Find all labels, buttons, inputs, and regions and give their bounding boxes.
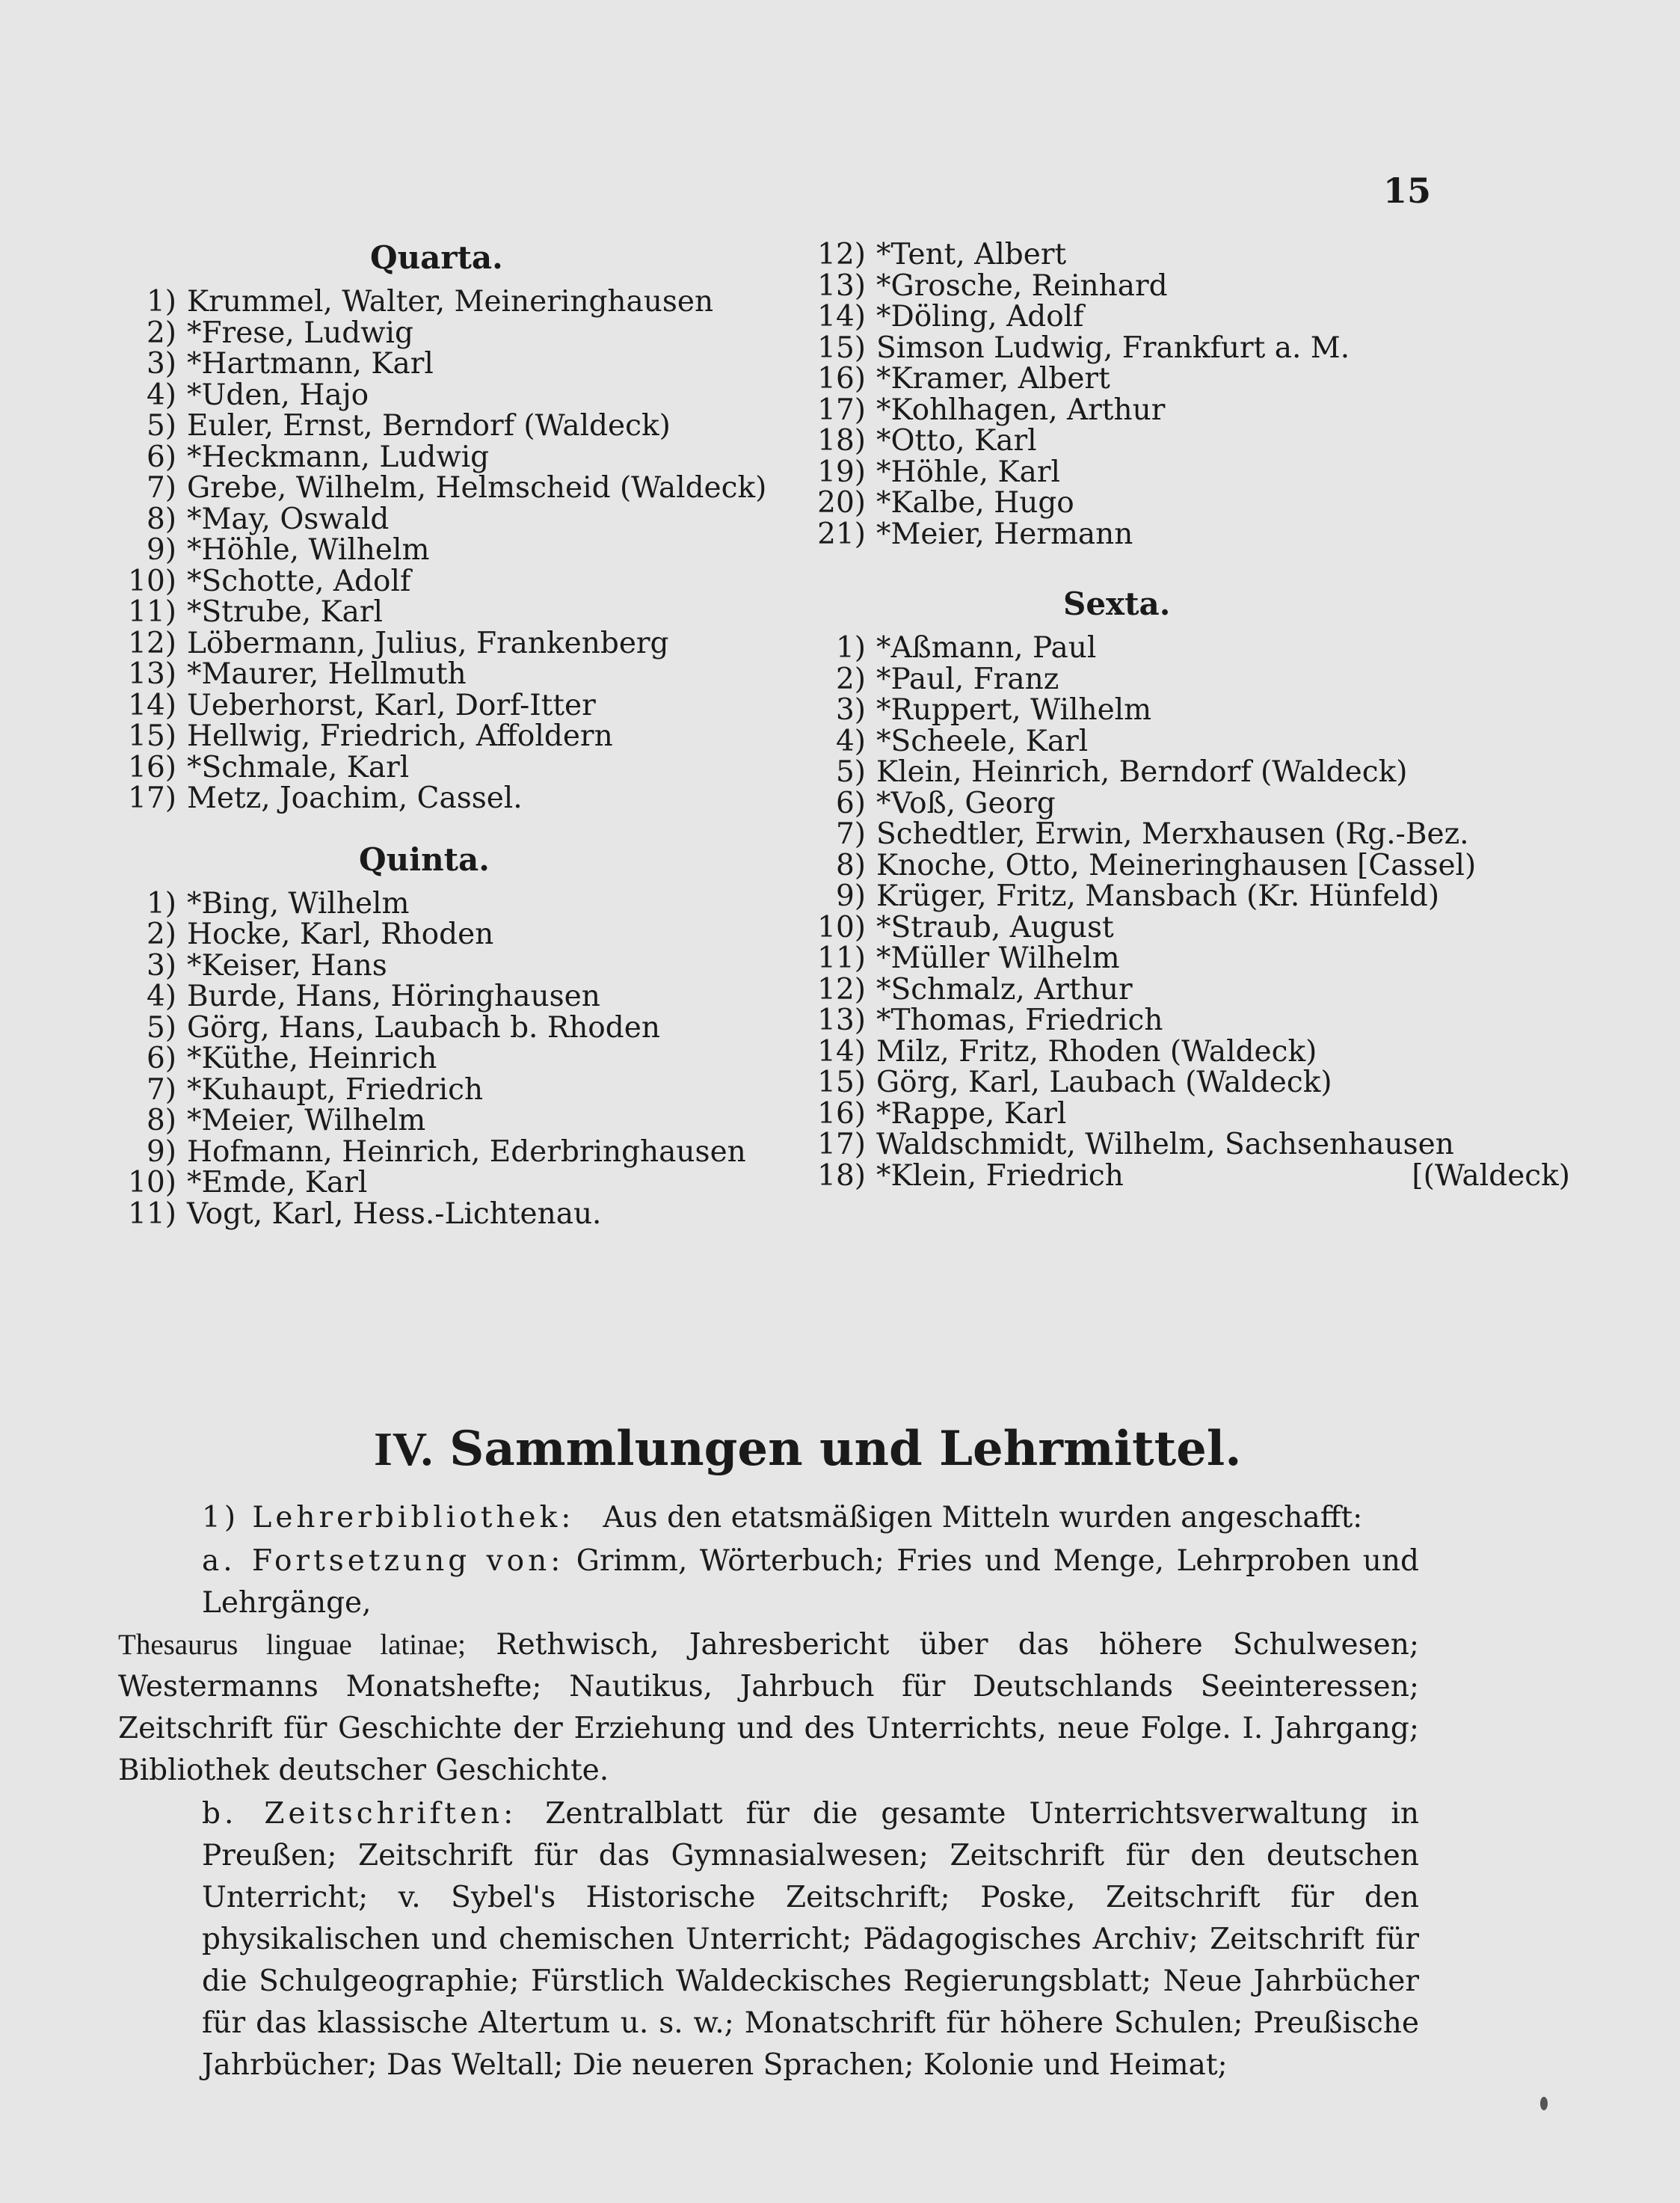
list-item-name: *Rappe, Karl xyxy=(876,1096,1067,1131)
list-item-name: *Meier, Wilhelm xyxy=(187,1104,426,1137)
list-item-number: 8) xyxy=(146,1104,176,1137)
list-item-number: 1) xyxy=(146,285,176,319)
list-item-name: *May, Oswald xyxy=(187,502,390,536)
list-item xyxy=(816,457,1572,488)
list-item-number: 4) xyxy=(146,980,176,1013)
list-item-name: Simson Ludwig, Frankfurt a. M. xyxy=(876,331,1350,365)
list-item xyxy=(127,1196,800,1231)
section-title xyxy=(374,1421,1271,1477)
list-item-name: Waldschmidt, Wilhelm, Sachsenhausen xyxy=(876,1128,1454,1161)
list-item-number: 11) xyxy=(817,941,866,975)
list-item-number: 8) xyxy=(835,848,866,882)
list-item xyxy=(127,888,800,920)
body-text xyxy=(118,1497,1419,2088)
paragraph-zeitschriften xyxy=(118,1793,1419,2086)
list-item-number: 19) xyxy=(817,455,866,489)
list-item xyxy=(127,286,800,318)
list-item-name: Euler, Ernst, Berndorf (Waldeck) xyxy=(187,409,671,443)
list-item-number: 2) xyxy=(146,316,176,350)
list-item-name: *Müller Wilhelm xyxy=(876,941,1120,975)
list-item-name: *Paul, Franz xyxy=(876,662,1059,696)
right-column xyxy=(816,239,1572,1191)
list-item-name: *Bing, Wilhelm xyxy=(187,886,410,921)
list-item-name: *Otto, Karl xyxy=(876,424,1037,458)
list-item xyxy=(127,473,800,504)
list-item-name: Metz, Joachim, Cassel. xyxy=(187,781,523,815)
list-item-name: Grebe, Wilhelm, Helmscheid (Waldeck) xyxy=(187,471,767,505)
list-item-number: 2) xyxy=(835,662,866,696)
list-item xyxy=(127,442,800,473)
list-item-number: 17) xyxy=(817,393,866,427)
list-item-number: 5) xyxy=(835,755,866,789)
section-roman-numeral: IV. xyxy=(374,1422,433,1475)
quinta-heading: Quinta. xyxy=(359,841,490,878)
list-item-name: Görg, Hans, Laubach b. Rhoden xyxy=(187,1010,660,1045)
list-item-name: *Döling, Adolf xyxy=(876,300,1084,334)
list-item-name: Löbermann, Julius, Frankenberg xyxy=(187,626,669,660)
list-item xyxy=(816,633,1572,664)
list-item-number: 12) xyxy=(817,238,866,271)
list-item xyxy=(816,333,1572,364)
list-item-number: 18) xyxy=(817,1158,866,1193)
list-item-number: 9) xyxy=(146,533,176,567)
list-item-name: *Kalbe, Hugo xyxy=(876,486,1074,520)
list-item-number: 13) xyxy=(817,268,866,303)
list-item xyxy=(816,757,1572,788)
list-item xyxy=(816,1158,1572,1193)
list-item-number: 17) xyxy=(128,781,176,815)
paragraph-lehrerbibliothek xyxy=(118,1497,1419,1539)
lehrerbibliothek-label: 1) Lehrerbibliothek: xyxy=(202,1501,575,1534)
list-item xyxy=(127,628,800,660)
list-item xyxy=(127,1167,800,1199)
list-item-name: *Strube, Karl xyxy=(187,595,383,629)
list-item-name: *Grosche, Reinhard xyxy=(876,268,1168,303)
list-item-name: Krüger, Fritz, Mansbach (Kr. Hünfeld) xyxy=(876,879,1440,913)
list-item xyxy=(816,1005,1572,1036)
paragraph-fortsetzung xyxy=(118,1540,1419,1624)
list-item xyxy=(816,1129,1572,1161)
list-item-number: 13) xyxy=(128,657,176,691)
list-item-name: Knoche, Otto, Meineringhausen [Cassel) xyxy=(876,848,1477,882)
list-item xyxy=(127,535,800,566)
list-item-name: *Heckmann, Ludwig xyxy=(187,440,490,474)
list-item-name: Milz, Fritz, Rhoden (Waldeck) xyxy=(876,1034,1317,1069)
list-item-number: 17) xyxy=(817,1128,866,1161)
list-item xyxy=(816,726,1572,758)
list-item xyxy=(816,519,1572,550)
list-item xyxy=(816,1096,1572,1131)
list-item-number: 20) xyxy=(817,486,866,520)
list-item-number: 5) xyxy=(146,1010,176,1045)
list-item-number: 7) xyxy=(146,471,176,505)
list-item-number: 2) xyxy=(146,918,176,951)
list-item-tail: [(Waldeck) xyxy=(1412,1158,1570,1193)
fortsetzung-text: Grimm, Wörterbuch; Fries und Menge, Lehrproben und Lehrgänge, xyxy=(202,1544,1420,1620)
list-item-name: Hofmann, Heinrich, Ederbringhausen xyxy=(187,1134,746,1169)
list-item-number: 9) xyxy=(835,879,866,913)
list-item xyxy=(816,1036,1572,1068)
list-item-number: 16) xyxy=(817,362,866,396)
list-item-number: 21) xyxy=(817,517,866,551)
list-item-name: *Klein, Friedrich xyxy=(876,1158,1124,1193)
list-item-number: 1) xyxy=(146,886,176,921)
list-item-number: 11) xyxy=(128,595,176,629)
list-item-name: *Frese, Ludwig xyxy=(187,316,413,350)
zeitschriften-label: b. Zeitschriften: xyxy=(202,1797,517,1831)
page-number: 15 xyxy=(1383,170,1432,211)
quinta-list xyxy=(127,888,800,1230)
list-item xyxy=(127,981,800,1013)
list-item-name: *Uden, Hajo xyxy=(187,378,369,412)
list-item-name: *Kramer, Albert xyxy=(876,362,1110,396)
list-item-number: 13) xyxy=(817,1004,866,1037)
list-item-name: *Küthe, Heinrich xyxy=(187,1042,437,1075)
list-item xyxy=(127,318,800,349)
list-item xyxy=(127,659,800,690)
list-item-number: 12) xyxy=(128,626,176,660)
list-item xyxy=(127,597,800,628)
list-item-name: Vogt, Karl, Hess.-Lichtenau. xyxy=(187,1196,602,1231)
list-item xyxy=(127,348,800,380)
list-item-name: *Keiser, Hans xyxy=(187,948,387,983)
list-item-name: *Thomas, Friedrich xyxy=(876,1004,1163,1037)
list-item-name: *Ruppert, Wilhelm xyxy=(876,693,1152,727)
list-item-number: 15) xyxy=(817,1066,866,1099)
list-item xyxy=(127,783,800,814)
list-item-name: *Aßmann, Paul xyxy=(876,631,1097,665)
list-item-name: *Meier, Hermann xyxy=(876,517,1133,551)
list-item-number: 6) xyxy=(146,1042,176,1075)
list-item xyxy=(127,1010,800,1045)
list-item xyxy=(816,268,1572,303)
list-item xyxy=(127,411,800,442)
list-item-name: Burde, Hans, Höringhausen xyxy=(187,980,600,1013)
list-item-number: 7) xyxy=(146,1072,176,1107)
list-item xyxy=(127,380,800,411)
list-item-number: 1) xyxy=(835,631,866,665)
list-item-name: *Hartmann, Karl xyxy=(187,347,434,381)
list-item xyxy=(127,919,800,950)
list-item xyxy=(816,943,1572,974)
list-item-name: Klein, Heinrich, Berndorf (Waldeck) xyxy=(876,755,1408,789)
list-item-number: 10) xyxy=(128,564,176,598)
list-item xyxy=(127,1134,800,1169)
list-item-number: 11) xyxy=(128,1196,176,1231)
quarta-continued-list xyxy=(816,239,1572,550)
list-item-name: *Schotte, Adolf xyxy=(187,564,411,598)
list-item-name: *Höhle, Wilhelm xyxy=(187,533,430,567)
list-item-number: 4) xyxy=(146,378,176,412)
list-item xyxy=(127,1043,800,1075)
list-item xyxy=(816,912,1572,944)
sexta-list xyxy=(816,633,1572,1191)
lehrerbibliothek-text: Aus den etatsmäßigen Mitteln wurden angeschafft: xyxy=(603,1501,1363,1534)
list-item xyxy=(816,363,1572,395)
list-item xyxy=(816,974,1572,1006)
list-item-number: 16) xyxy=(128,750,176,784)
list-item xyxy=(127,1072,800,1107)
list-item-name: *Höhle, Karl xyxy=(876,455,1060,489)
list-item-number: 6) xyxy=(835,786,866,820)
list-item-name: *Kuhaupt, Friedrich xyxy=(187,1072,484,1107)
list-item-name: Schedtler, Erwin, Merxhausen (Rg.-Bez. xyxy=(876,817,1469,851)
list-item-number: 3) xyxy=(146,948,176,983)
list-item-number: 15) xyxy=(817,331,866,365)
list-item-name: Krummel, Walter, Meineringhausen xyxy=(187,285,714,319)
list-item xyxy=(127,504,800,535)
fortsetzung-rest: Rethwisch, Jahresbericht über das höhere Schulwesen; Westermanns Monatshefte; Nautikus, Jahrbuch für Deutschlands Seeinteressen; Zeitschrift für Geschichte der Erziehung und des Unterrichts, neue Folge. I. Jahrgang; Bibliothek deutscher Geschichte. xyxy=(118,1628,1419,1787)
quarta-heading: Quarta. xyxy=(370,239,503,276)
list-item-number: 15) xyxy=(128,719,176,753)
list-item-number: 6) xyxy=(146,440,176,474)
list-item-number: 14) xyxy=(817,1034,866,1069)
list-item-number: 4) xyxy=(835,724,866,758)
list-item-name: Görg, Karl, Laubach (Waldeck) xyxy=(876,1066,1332,1099)
list-item-name: Hellwig, Friedrich, Affoldern xyxy=(187,719,613,753)
list-item xyxy=(816,425,1572,457)
list-item-number: 3) xyxy=(835,693,866,727)
list-item-number: 16) xyxy=(817,1096,866,1131)
list-item xyxy=(816,488,1572,519)
list-item-number: 18) xyxy=(817,424,866,458)
list-item-number: 5) xyxy=(146,409,176,443)
list-item-number: 7) xyxy=(835,817,866,851)
paragraph-fortsetzung-continued xyxy=(118,1624,1419,1792)
list-item-name: *Schmale, Karl xyxy=(187,750,410,784)
list-item-name: *Schmalz, Arthur xyxy=(876,972,1133,1007)
list-item-name: *Voß, Georg xyxy=(876,786,1056,820)
list-item xyxy=(816,850,1572,882)
section-title-text: Sammlungen und Lehrmittel. xyxy=(449,1421,1242,1477)
list-item-name: Hocke, Karl, Rhoden xyxy=(187,918,494,951)
list-item xyxy=(816,881,1572,912)
zeitschriften-text: Zentralblatt für die gesamte Unterrichtsverwaltung in Preußen; Zeitschrift für das Gymnasialwesen; Zeitschrift für den deutschen Unterricht; v. Sybel's Historische Zeitschrift; Poske, Zeitschrift für den physikalischen und chemischen Unterricht; Pädagogisches Archiv; Zeitschrift für die Schulgeographie; Fürstlich Waldeckisches Regierungsblatt; Neue Jahrbücher für das klassische Altertum u. s. w.; Monatschrift für höhere Schulen; Preußische Jahrbücher; Das Weltall; Die neueren Sprachen; Kolonie und Heimat; xyxy=(202,1797,1419,2082)
list-item-number: 14) xyxy=(128,688,176,722)
list-item-number: 12) xyxy=(817,972,866,1007)
list-item-number: 9) xyxy=(146,1134,176,1169)
list-item xyxy=(816,788,1572,820)
list-item xyxy=(816,1067,1572,1099)
list-item-name: *Maurer, Hellmuth xyxy=(187,657,467,691)
list-item xyxy=(127,690,800,722)
list-item-name: Ueberhorst, Karl, Dorf-Itter xyxy=(187,688,596,722)
left-column xyxy=(127,239,800,1229)
ink-speck xyxy=(1540,2097,1548,2110)
list-item-number: 3) xyxy=(146,347,176,381)
list-item xyxy=(127,950,800,982)
thesaurus-text: Thesaurus linguae latinae; xyxy=(118,1629,466,1661)
list-item xyxy=(127,1105,800,1137)
list-item xyxy=(816,301,1572,333)
quarta-list xyxy=(127,286,800,814)
list-item xyxy=(127,752,800,784)
list-item xyxy=(816,819,1572,850)
list-item-number: 8) xyxy=(146,502,176,536)
list-item xyxy=(127,721,800,752)
list-item-number: 10) xyxy=(128,1166,176,1199)
list-item-name: *Kohlhagen, Arthur xyxy=(876,393,1166,427)
list-item-name: *Tent, Albert xyxy=(876,238,1067,271)
list-item xyxy=(816,695,1572,726)
list-item-name: *Scheele, Karl xyxy=(876,724,1089,758)
list-item-name: *Straub, August xyxy=(876,910,1114,944)
list-item-number: 14) xyxy=(817,300,866,334)
list-item xyxy=(127,566,800,597)
list-item xyxy=(816,239,1572,271)
sexta-heading: Sexta. xyxy=(1063,586,1171,622)
list-item xyxy=(816,395,1572,426)
list-item-name: *Emde, Karl xyxy=(187,1166,368,1199)
fortsetzung-label: a. Fortsetzung von: xyxy=(202,1544,564,1578)
list-item xyxy=(816,664,1572,695)
list-item-number: 10) xyxy=(817,910,866,944)
